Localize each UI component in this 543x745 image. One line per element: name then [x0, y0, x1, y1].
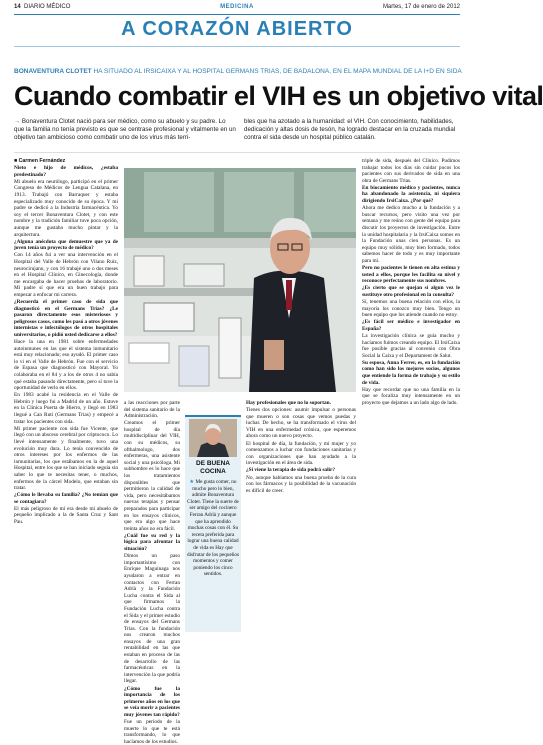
box-text — [185, 476, 241, 578]
article-column-2 — [124, 400, 180, 745]
interview-answer: triple de sida, después del Clínico. Pudimos trabajar todos los días sin cuidar pocos los pacientes con sus derivados de sida en una obra de Germans Trias. — [362, 158, 460, 184]
interview-answer: La investigación clínica se guía mucho y hacíamos fuimos creando equipo. El IrsiCaixa fue posible gracias al convenio con Obra Social la Caixa y el Departament de Salut. — [362, 332, 460, 359]
interview-answer: Tienes dos opciones: asumir impulsar o personas que mueren o son cosas que vemos puedas y luchar. De hecho, se ha transformado el virus del VIH en una enfermedad crónica, que esperemos ahora como un nuevo proyecto. — [246, 407, 356, 440]
interview-answer: Ahora me dedico mucho a la fundación y a buscar recursos, pero visito una vez por semana y me reúno con gente del equipo para discutir los proyectos de investigación. Entre la unidad hospitalaria y la IrsiCaixa somos en la Fundación unas cien personas. Es un equipo muy sólido, muy bien formado, todos sabemos hacer de todo y es muy importante para mí. — [362, 205, 460, 264]
kicker — [14, 68, 460, 75]
interview-answer: Dimos un paso importantísimo con Enrique Maguinaga nos ayudaron a entrar en contactos con Ferran Adrià y la Fundación Lucha contra el Sida al que firmamos la Fundación Lucha contra el Sida y el primer estudio de ensayos del Germans Trias. Con la fundación nos crearon muchos ensayos de una gran rentabilidad en las que estaban en proceso de las de desarrollo de las farmacéuticas en la intervención la que podría llegar. — [124, 553, 180, 685]
interview-answer: Hay que recordar que no una familia en la que se focaliza muy intensamente en un proyecto que dejamos a un lado algo de lado. — [362, 386, 460, 406]
section-title: A CORAZÓN ABIERTO — [121, 18, 353, 40]
interview-answer: Con 14 años fui a ver una intervención en el Hospital del Valle de Hebrón con Vilano Ruiz, neurocirujano, y con 16 trabajé uno o dos meses en el Hospital Clínico, en Ginecología, donde me encargaba de hacer pruebas de laboratorio. Mi padre sí que era un buen trabajo para empezar a enfocar mi carrera. — [14, 252, 118, 298]
interview-question: Nieto e hijo de médicos, ¿estaba predestinado? — [14, 165, 118, 178]
interview-answer: En 1983 acabé la residencia en el Valle de Hebrón y luego fui a Madrid de un año. Estuve en la Clínica Puerta de Hierro, y llegó en 1983 llegué a Can Ruti (Germans Trias) y empecé a tratar los pacientes con sida. — [14, 392, 118, 425]
interview-answer: a las reacciones por parte del sistema sanitario de la Administración. — [124, 400, 180, 420]
article-column-4 — [362, 158, 460, 638]
interview-question: ¿Recuerda el primer caso de sida que diagnosticó en el Germans Trias? ¿Le pasaron directamente esos misteriosos y peligrosos casos, como les pasó a otros jóvenes internistas e infectólogos de otros hospitales universitarios, o pidió usted dedicarse a ellos? — [14, 298, 118, 338]
star-icon: ★ — [189, 479, 196, 485]
interview-answer: Mi abuelo era neurólogo, participó en el primer Congreso de Médicos de Lengua Catalana, en 1913. Trabajó con Barraquer y estaba especializado muy conocido de su época. Y mi padre se dedicó a la Industria farmacéutica. Yo soy el tercer Bonaventura Clotet, y con este nombre y la tradición familiar tuve poca opción, aunque me gustaba mucho pintar y la arquitectura. — [14, 178, 118, 238]
interview-question: En biocamiento médico y pacientes, nunca ha abandonado la asistencia, ni siquiera dirigiendo IrsiCaixa. ¿Por qué? — [362, 184, 460, 205]
interview-question: ¿Cómo le llevaba su familia? ¿No temían que se contagiara? — [14, 492, 118, 505]
lab-photo-image — [124, 168, 356, 392]
issue-date: Martes, 17 de enero de 2012 — [382, 4, 460, 10]
interview-question: Su esposa, Anna Ferrer, es, en la fundación como han sido los mejores socios, algunos que entiende la forma de trabajo y su estilo de vida. — [362, 359, 460, 386]
interview-question: Hay profesionales que no lo soportan. — [246, 400, 331, 406]
interview-answer: El más peligroso de mí era desde mi abuelo de pequeño implicado a la de Santa Cruz y Sant Pau. — [14, 505, 118, 526]
header-rule — [14, 14, 460, 15]
kicker-name: BONAVENTURA CLOTET — [14, 68, 92, 75]
portrait-image — [189, 419, 237, 457]
lead-rule — [14, 152, 460, 153]
lead-text-a: Bonaventura Clotet nació para ser médico, como su abuelo y su padre. Lo que la familia no tenía previsto es que se centrase profesional y vitalmente en un objetivo tan ambicioso como combatir uno de los virus más terri- — [14, 118, 236, 141]
box-portrait-photo — [189, 419, 237, 457]
portrait-photo — [124, 168, 356, 392]
interview-answer: El hospital de día, la fundación, y mi mujer y yo comenzamos a luchar con fundaciones sanitarias y con organizaciones que han ayudado a la investigación en el área de sida. — [246, 440, 356, 467]
interview-question: ¿Es cierto que se quejan si algun vez le sustituye otro profesional en la consulta? — [362, 285, 460, 298]
lead-column-a — [14, 118, 236, 142]
byline — [14, 158, 118, 165]
publication-name: DIARIO MÉDICO — [24, 4, 71, 10]
interview-question: ¿Si viene la terapia de sida podrá salir? — [246, 467, 336, 474]
byline-text: Carmen Fernández — [18, 158, 66, 164]
interview-answer: Sí, tenemos una buena relación con ellos, la mayoría los conozco muy bien. Tengo un buen equipo que los atiende cuando no estoy. — [362, 298, 460, 319]
kicker-text: HA SITUADO AL IRSICAIXA Y AL HOSPITAL GERMANS TRIAS, DE BADALONA, EN EL MAPA MUNDIAL DE LA I+D EN SIDA — [93, 68, 462, 75]
box-title: DE BUENA COCINA — [196, 460, 230, 475]
interview-question: ¿Es fácil ser médico e investigador en España? — [362, 319, 460, 332]
interview-answer: Creamos el primer hospital de día multidisciplinar del VIH, con su médicos, su ofthalmologo, dos enfermeras, una asistente social y una psicóloga. Mi subhombre es lo hace que los tratamientos disponibles que permitieron la calidad de vida, pero necesitábamos nuevas terapias y pensar preparados para participar en los ensayos clínicos, que era algo que hace treinta años no era fácil. — [124, 420, 180, 532]
interview-question: Pero no pacientes le tienen en alta estima y usted a ellos, porque les facilita su nivel y reconoce perfectamente sus nombres. — [362, 265, 460, 285]
interview-question: ¿Alguna anécdota que demuestre que ya de joven tenía un proyecto de médico? — [14, 238, 118, 252]
interview-question: ¿Cómo fue la importancia de los primeros años en los que se veía morir a pacientes muy jóvenes tan rápido? — [124, 685, 180, 718]
lead-column-b: bles que ha azotado a la humanidad: el VIH. Con conocimiento, habilidades, dedicación y altas dosis de tesón, ha logrado destacar en la cruzada mundial contra el sida desde un hospital público catalán. — [244, 118, 456, 141]
interview-answer: Fue un período de la muerte lo que te está transformando, lo que hacíamos de los estudios. — [124, 719, 180, 745]
arrow-icon: → — [14, 118, 22, 125]
headline: Cuando combatir el VIH es un objetivo vital — [14, 81, 543, 111]
section-rule — [14, 46, 460, 47]
page-number: 14 — [14, 4, 21, 10]
box-quote: Me gusta comer, no mucho pero lo bien, admite Bonaventura Clotet. Tiene la suerte de ser amigo del cocinero Ferran Adrià y aunque que ha aprendido muchas cosas con él. Su receta preferida para lograr una buena calidad de vida es Hay que disfrutar de los pequeños momentos y comer poniendo los cinco sentidos. — [187, 479, 240, 578]
article-column-1 — [14, 158, 118, 638]
interview-question: ¿Cuál fue su red y la lógica para afrontar la situación? — [124, 532, 180, 553]
square-bullet-icon: ■ — [14, 158, 19, 164]
interview-answer: Hace la una en 1981 sobre enfermedades autoinmunes en las que el sistema inmunitario está muy relacionado; eso ayudó. El primer caso lo vi en el Valle de Hebrón. Fue con el servicio de Espasa que diagnosticó con Mayoral. Yo colaboraba en el 84 y a los de otros 4 no sabía qué estaba pasando directamente, pero sí tuve la oportunidad de verlo en ellos. — [14, 339, 118, 392]
section-label: MEDICINA — [220, 4, 254, 10]
interview-answer: Mi primer paciente con sida fue Vicente, que llegó con un absceso cerebral por criptococo. Lo llevé intensamente y finalmente, tuvo una evolución muy dura. Lo tenía convencido de otros intereses por los enfermos de las inmunitarias, los que estábamos en la de aquel Hospital, entre los que se han iniciado seguía sin saber lo que te necesitas tener, o muchos, enfermos de la cárcel Modelo, que estaban sin tratar. — [14, 425, 118, 492]
interview-answer: No, aunque habíamos una buena prueba de la cura con los fármacos y la posibilidad de la vacunación es difícil de creer. — [246, 474, 356, 494]
article-column-3 — [246, 400, 356, 638]
sidebar-box — [185, 415, 241, 632]
page-header — [14, 4, 460, 13]
